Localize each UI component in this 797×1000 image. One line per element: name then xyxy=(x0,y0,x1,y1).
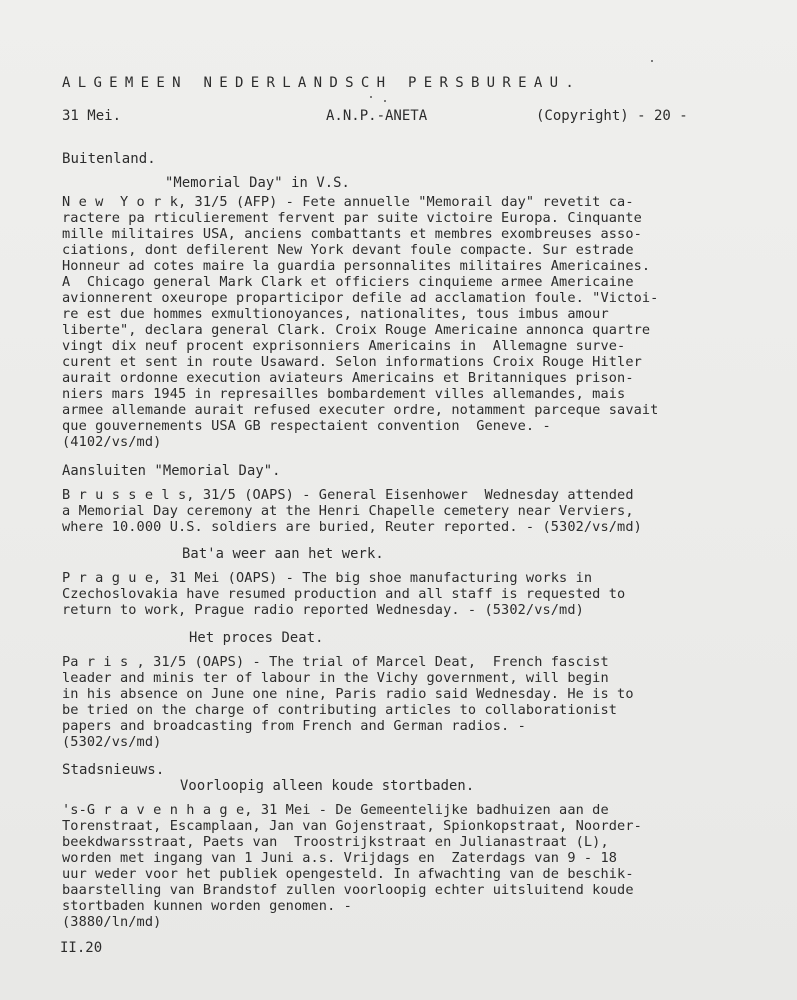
article-headline: Het proces Deat. xyxy=(189,630,324,646)
page-identifier: II.20 xyxy=(60,940,103,956)
article-line: baarstelling van Brandstof zullen voorloopig echter uitsluitend koude xyxy=(62,882,634,898)
ink-speck xyxy=(384,100,386,102)
article-line: A Chicago general Mark Clark et officiers cinquieme armee Americaine xyxy=(62,274,634,290)
article-line: ciations, dont defilerent New York devant foule compacte. Sur estrade xyxy=(62,242,634,258)
article-line: Honneur ad cotes maire la guardia personnalites militaires Americaines. xyxy=(62,258,651,274)
article-line: aurait ordonne execution aviateurs Americains et Britanniques prison- xyxy=(62,370,634,386)
article-line: a Memorial Day ceremony at the Henri Chapelle cemetery near Verviers, xyxy=(62,503,634,519)
article-line: avionnerent oxeurope proparticipor defile ad acclamation foule. "Victoi- xyxy=(62,290,659,306)
article-line: niers mars 1945 in represailles bombardement villes allemandes, mais xyxy=(62,386,626,402)
article-line: worden met ingang van 1 Juni a.s. Vrijdags en Zaterdags van 9 - 18 xyxy=(62,850,618,866)
article-line: mille militaires USA, anciens combattants et membres exombreuses asso- xyxy=(62,226,642,242)
article-line: Torenstraat, Escamplaan, Jan van Gojenstraat, Spionkopstraat, Noorder- xyxy=(62,818,642,834)
ink-speck xyxy=(651,60,653,62)
article-headline: Voorloopig alleen koude stortbaden. xyxy=(180,778,475,794)
article-line: in his absence on June one nine, Paris radio said Wednesday. He is to xyxy=(62,686,634,702)
masthead: ALGEMEEN NEDERLANDSCH PERSBUREAU. xyxy=(62,75,582,91)
agency-name: A.N.P.-ANETA xyxy=(326,108,428,124)
section-heading-foreign: Buitenland. xyxy=(62,151,156,167)
article-line: leader and minis ter of labour in the Vichy government, will begin xyxy=(62,670,609,686)
article-line: be tried on the charge of contributing articles to collaborationist xyxy=(62,702,618,718)
article-line: where 10.000 U.S. soldiers are buried, Reuter reported. - (5302/vs/md) xyxy=(62,519,642,535)
copyright-page-number: (Copyright) - 20 - xyxy=(536,108,688,124)
article-line: curent et sent in route Usaward. Selon informations Croix Rouge Hitler xyxy=(62,354,642,370)
section-heading-city: Stadsnieuws. xyxy=(62,762,165,778)
article-line: return to work, Prague radio reported Wednesday. - (5302/vs/md) xyxy=(62,602,584,618)
article-line: uur weder voor het publiek opengesteld. In afwachting van de beschik- xyxy=(62,866,634,882)
article-line: re est due hommes exmultionoyances, nationalites, tous imbus amour xyxy=(62,306,609,322)
article-line: ractere pa rticulierement fervent par suite victoire Europa. Cinquante xyxy=(62,210,642,226)
article-line: N e w Y o r k, 31/5 (AFP) - Fete annuelle "Memorail day" revetit ca- xyxy=(62,194,634,210)
article-line: que gouvernements USA GB respectaient convention Geneve. - xyxy=(62,418,551,434)
article-reference-code: (3880/ln/md) xyxy=(62,914,162,930)
bulletin-date: 31 Mei. xyxy=(62,108,122,124)
article-line: Czechoslovakia have resumed production and all staff is requested to xyxy=(62,586,626,602)
article-reference-code: (5302/vs/md) xyxy=(62,734,162,750)
article-headline: Bat'a weer aan het werk. xyxy=(182,546,384,562)
article-line: 's-G r a v e n h a g e, 31 Mei - De Gemeentelijke badhuizen aan de xyxy=(62,802,609,818)
article-line: Pa r i s , 31/5 (OAPS) - The trial of Marcel Deat, French fascist xyxy=(62,654,609,670)
article-line: stortbaden kunnen worden genomen. - xyxy=(62,898,352,914)
article-line: beekdwarsstraat, Paets van Troostrijkstraat en Julianastraat (L), xyxy=(62,834,609,850)
ink-speck xyxy=(370,96,372,98)
article-line: P r a g u e, 31 Mei (OAPS) - The big shoe manufacturing works in xyxy=(62,570,593,586)
article-line: B r u s s e l s, 31/5 (OAPS) - General Eisenhower Wednesday attended xyxy=(62,487,634,503)
article-line: vingt dix neuf procent exprisonniers Americains in Allemagne surve- xyxy=(62,338,626,354)
article-line: armee allemande aurait refused executer ordre, notamment parceque savait xyxy=(62,402,659,418)
article-headline: "Memorial Day" in V.S. xyxy=(165,175,350,191)
article-line: papers and broadcasting from French and German radios. - xyxy=(62,718,526,734)
article-reference-code: (4102/vs/md) xyxy=(62,434,162,450)
article-headline: Aansluiten "Memorial Day". xyxy=(62,463,281,479)
article-line: liberte", declara general Clark. Croix Rouge Americaine annonca quartre xyxy=(62,322,651,338)
